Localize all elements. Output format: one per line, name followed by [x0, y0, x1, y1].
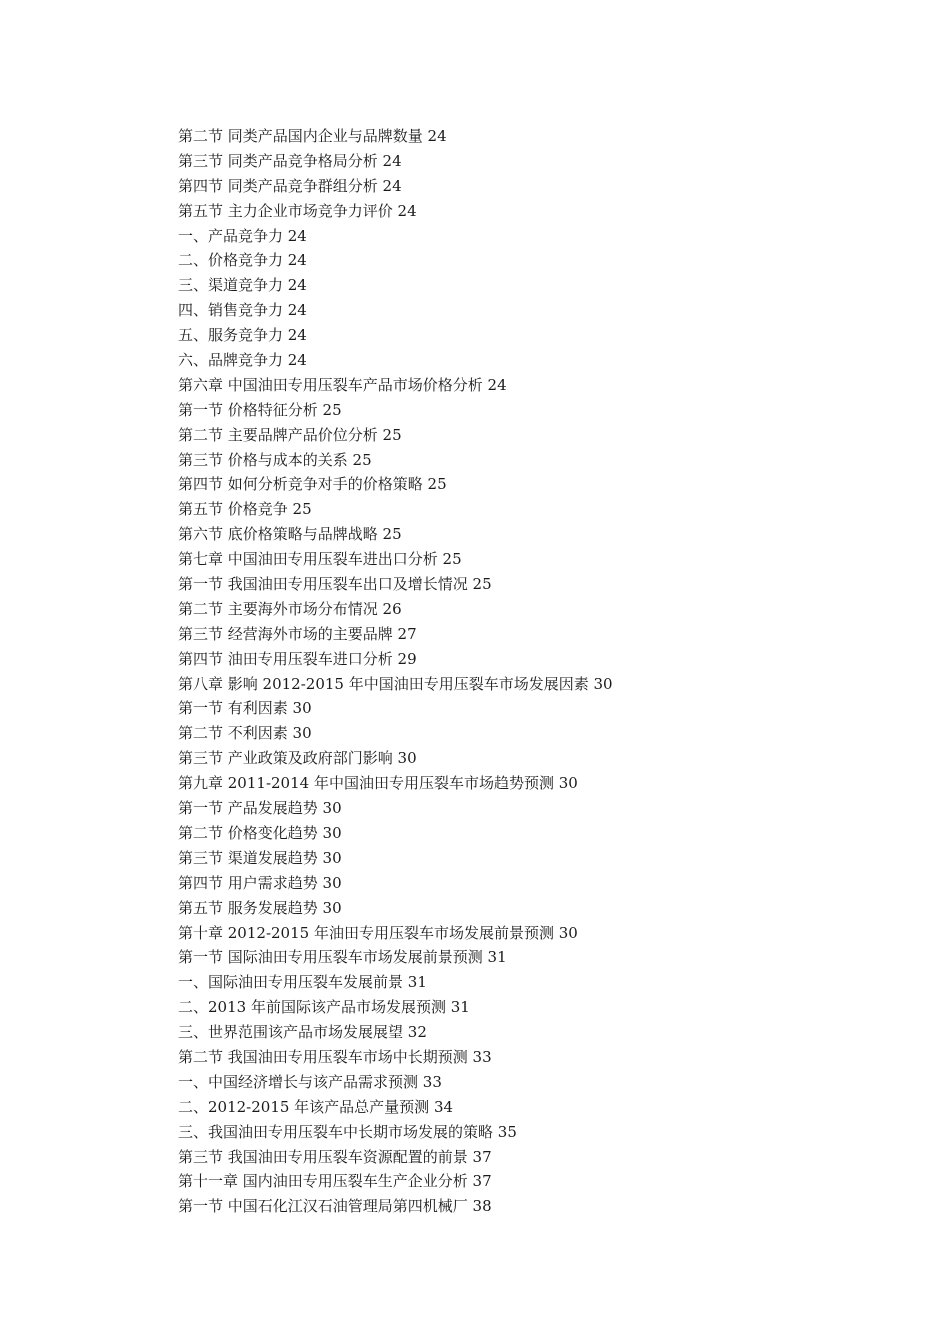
toc-entry: 第一节 我国油田专用压裂车出口及增长情况 25 — [178, 575, 492, 594]
toc-entry: 六、品牌竞争力 24 — [178, 351, 307, 370]
toc-entry: 一、中国经济增长与该产品需求预测 33 — [178, 1072, 442, 1091]
toc-entry: 第四节 同类产品竞争群组分析 24 — [178, 176, 402, 195]
toc-entry: 第三节 我国油田专用压裂车资源配置的前景 37 — [178, 1147, 492, 1166]
toc-entry: 三、我国油田专用压裂车中长期市场发展的策略 35 — [178, 1122, 517, 1141]
toc-entry: 第一节 价格特征分析 25 — [178, 400, 342, 419]
table-of-contents — [178, 124, 613, 1219]
toc-entry: 第六章 中国油田专用压裂车产品市场价格分析 24 — [178, 375, 507, 394]
toc-entry: 五、服务竞争力 24 — [178, 326, 307, 345]
toc-entry: 二、2013 年前国际该产品市场发展预测 31 — [178, 998, 470, 1017]
toc-entry: 第四节 如何分析竞争对手的价格策略 25 — [178, 475, 447, 494]
toc-entry: 第二节 同类产品国内企业与品牌数量 24 — [178, 127, 447, 145]
toc-entry: 第十一章 国内油田专用压裂车生产企业分析 37 — [178, 1172, 492, 1191]
toc-entry: 第四节 油田专用压裂车进口分析 29 — [178, 649, 417, 668]
toc-entry: 三、渠道竞争力 24 — [178, 276, 307, 295]
toc-entry: 第七章 中国油田专用压裂车进出口分析 25 — [178, 550, 462, 569]
toc-entry: 第五节 价格竞争 25 — [178, 500, 312, 519]
toc-entry: 第五节 服务发展趋势 30 — [178, 898, 342, 917]
toc-entry: 一、国际油田专用压裂车发展前景 31 — [178, 973, 427, 992]
toc-entry: 第十章 2012-2015 年油田专用压裂车市场发展前景预测 30 — [178, 923, 578, 942]
toc-entry: 第二节 主要海外市场分布情况 26 — [178, 599, 402, 618]
toc-entry: 第一节 国际油田专用压裂车市场发展前景预测 31 — [178, 948, 507, 967]
toc-entry: 第六节 底价格策略与品牌战略 25 — [178, 525, 402, 544]
toc-entry: 第一节 有利因素 30 — [178, 699, 312, 718]
toc-entry: 第三节 产业政策及政府部门影响 30 — [178, 749, 417, 768]
toc-entry: 第四节 用户需求趋势 30 — [178, 873, 342, 892]
toc-entry: 三、世界范围该产品市场发展展望 32 — [178, 1023, 427, 1042]
toc-entry: 第九章 2011-2014 年中国油田专用压裂车市场趋势预测 30 — [178, 774, 578, 793]
toc-entry: 四、销售竞争力 24 — [178, 301, 307, 320]
toc-entry: 第三节 渠道发展趋势 30 — [178, 848, 342, 867]
toc-entry: 第二节 我国油田专用压裂车市场中长期预测 33 — [178, 1047, 492, 1066]
toc-entry: 第一节 产品发展趋势 30 — [178, 799, 342, 818]
toc-entry: 二、价格竞争力 24 — [178, 251, 307, 270]
toc-entry: 一、产品竞争力 24 — [178, 226, 307, 245]
toc-entry: 第三节 同类产品竞争格局分析 24 — [178, 151, 402, 170]
toc-entry: 第一节 中国石化江汉石油管理局第四机械厂 38 — [178, 1197, 492, 1216]
toc-entry: 第五节 主力企业市场竞争力评价 24 — [178, 201, 417, 220]
toc-entry: 第二节 不利因素 30 — [178, 724, 312, 743]
toc-entry: 第八章 影响 2012-2015 年中国油田专用压裂车市场发展因素 30 — [178, 674, 613, 693]
toc-entry: 第三节 价格与成本的关系 25 — [178, 450, 372, 469]
toc-entry: 第二节 主要品牌产品价位分析 25 — [178, 425, 402, 444]
toc-entry: 二、2012-2015 年该产品总产量预测 34 — [178, 1097, 454, 1116]
toc-entry: 第二节 价格变化趋势 30 — [178, 823, 342, 842]
toc-entry: 第三节 经营海外市场的主要品牌 27 — [178, 624, 417, 643]
